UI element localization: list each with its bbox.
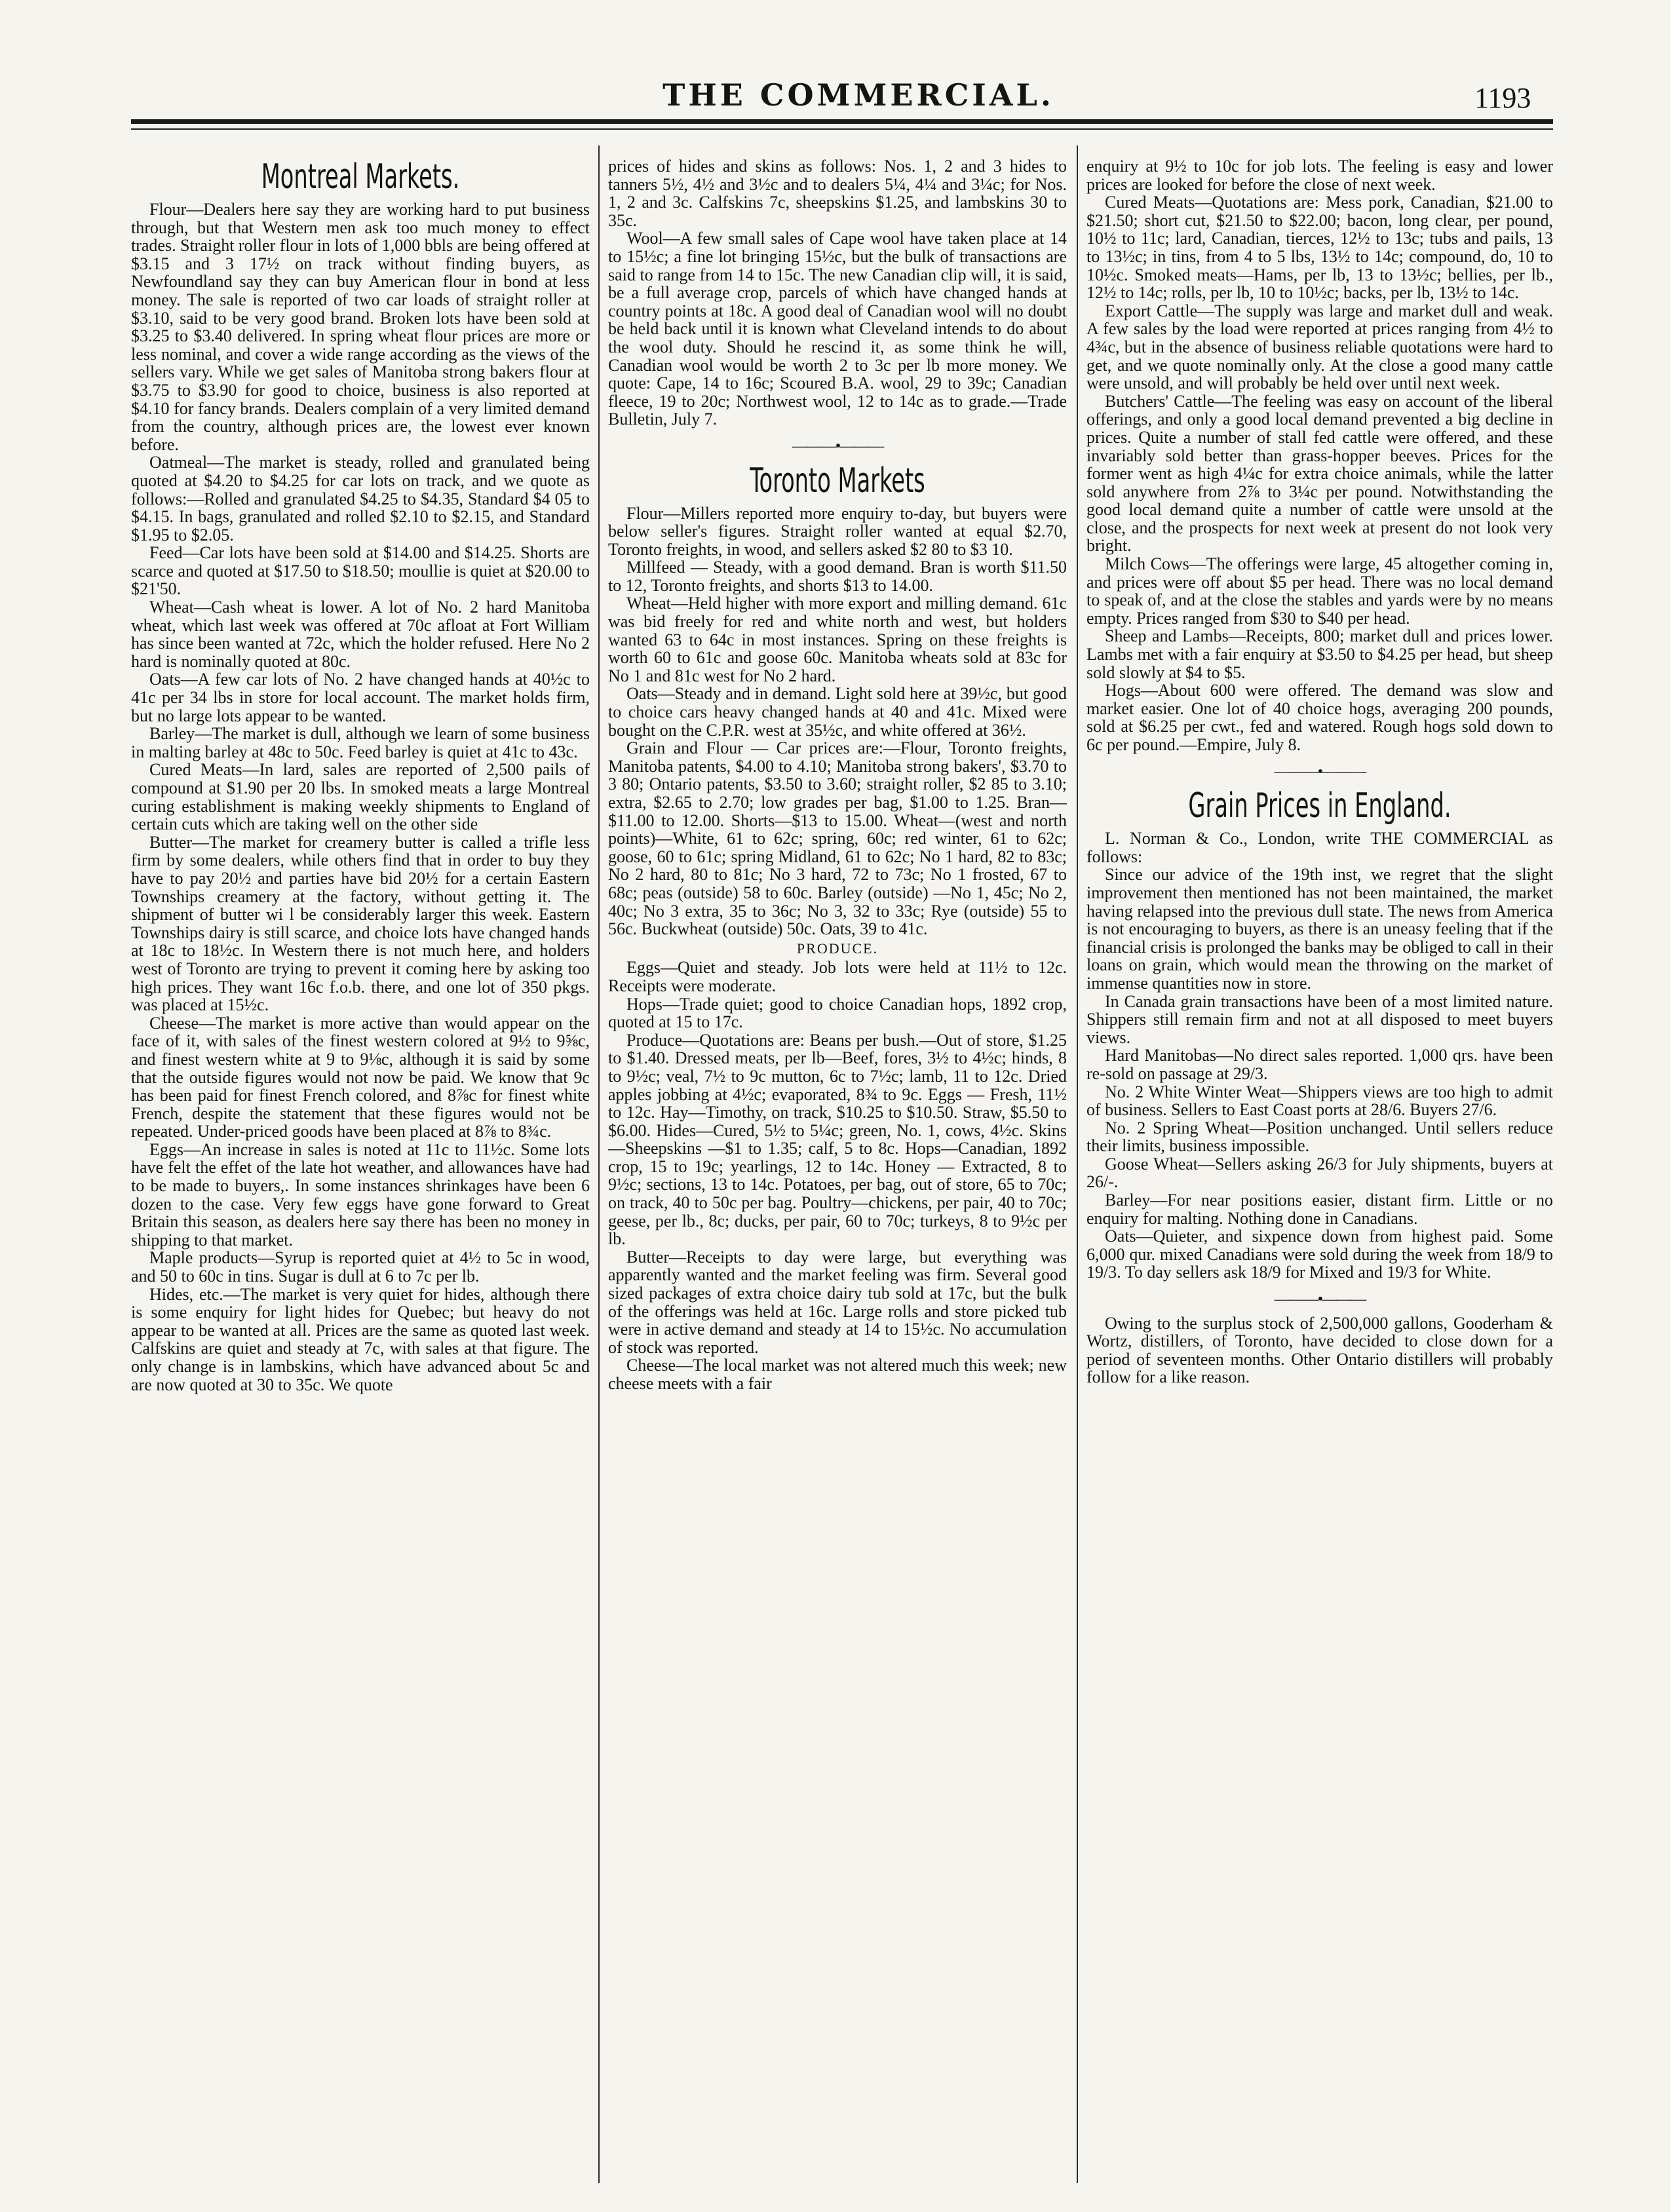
paragraph: Barley—For near positions easier, distant firm. Little or no enquiry for malting. Nothing done in Canadians. [1086,1191,1553,1228]
paragraph: Milch Cows—The offerings were large, 45 altogether coming in, and prices were off about $5 per head. There was no local demand to speak of, and at the close the stables and yards were by no means empty. Prices ranged from $30 to $40 per head. [1086,554,1553,628]
paragraph: Hogs—About 600 were offered. The demand was slow and market easier. One lot of 40 choice hogs, averaging 200 pounds, sold at $6.25 per cwt., fed and watered. Rough hogs sold down to 6c per pound.—Empire, July 8. [1086,681,1553,754]
paragraph: Wheat—Held higher with more export and milling demand. 61c was bid freely for red and white north and west, but holders wanted 63 to 64c in most instances. Spring on these freights is worth 60 to 61c and goose 60c. Manitoba wheats sold at 83c for No 1 and 81c west for No 2 hard. [608,594,1067,685]
column-divider [1077,145,1078,2183]
paragraph: Millfeed — Steady, with a good demand. Bran is worth $11.50 to 12, Toronto freights, and shorts $13 to 14.00. [608,558,1067,595]
paragraph: Eggs—An increase in sales is noted at 11c to 11½c. Some lots have felt the effet of the late hot weather, and allowances have had to be made to buyers,. In some instances shrinkages have been 6 dozen to the case. Very few eggs have gone forward to Great Britain this season, as dealers here say there has been no money in shipping to that market. [131,1139,590,1249]
column-1 [131,157,590,2182]
paragraph: Wheat—Cash wheat is lower. A lot of No. 2 hard Manitoba wheat, which last week was offered at 70c afloat at Fort William has since been wanted at 72c, which the holder refused. Here No 2 hard is nominally quoted at 80c. [131,598,590,671]
paragraph: Wool—A few small sales of Cape wool have taken place at 14 to 15½c; a fine lot bringing 15½c, but the bulk of transactions are said to range from 14 to 15c. The new Canadian clip will, it is said, be a full average crop, parcels of which have changed hands at country points at 18c. A good deal of Canadian wool will no doubt be held back until it is known what Cleveland intends to do about the wool duty. Should he rescind it, as some think he will, Canadian wool would be worth 2 to 3c per lb more money. We quote: Cape, 14 to 16c; Scoured B.A. wool, 29 to 39c; Canadian fleece, 19 to 20c; Northwest wool, 12 to 14c as to grade.—Trade Bulletin, July 7. [608,229,1067,429]
paragraph: Produce—Quotations are: Beans per bush.—Out of store, $1.25 to $1.40. Dressed meats, per lb—Beef, fores, 3½ to 4½c; hinds, 8 to 9½c; veal, 7½ to 9c mutton, 6c to 7½c; lamb, 11 to 12c. Dried apples jobbing at 4½c; evaporated, 8¾ to 9c. Eggs — Fresh, 11½ to 12c. Hay—Timothy, on track, $10.25 to $10.50. Straw, $5.50 to $6.00. Hides—Cured, 5½ to 5¼c; green, No. 1, cows, 4½c. Skins—Sheepskins —$1 to 1.35; calf, 5 to 8c. Hops—Canadian, 1892 crop, 15 to 19c; yearlings, 12 to 14c. Honey — Extracted, 8 to 9½c; sections, 13 to 14c. Potatoes, per bag, out of store, 65 to 70c; on track, 40 to 50c per bag. Poultry—chickens, per pair, 40 to 70c; geese, per lb., 8c; ducks, per pair, 60 to 70c; turkeys, 8 to 9½c per lb. [608,1030,1067,1249]
column-divider [598,145,600,2183]
paragraph: Butter—Receipts to day were large, but everything was apparently wanted and the market feeling was firm. Several good sized packages of extra choice dairy tub sold at 17c, but the bulk of the offerings was held at 16c. Large rolls and store picked tub were in active demand and steady at 14 to 15½c. No accumulation of stock was reported. [608,1247,1067,1357]
paragraph: Flour—Millers reported more enquiry to-day, but buyers were below seller's figures. Straight roller wanted at equal $2.70, Toronto freights, in wood, and sellers asked $2 80 to $3 10. [608,503,1067,559]
paragraph: Hard Manitobas—No direct sales reported. 1,000 qrs. have been re-sold on passage at 29/3. [1086,1046,1553,1083]
masthead [0,0,1671,147]
column-3 [1086,157,1553,2182]
section-divider: ———•——— [1274,763,1366,780]
paragraph: enquiry at 9½ to 10c for job lots. The feeling is easy and lower prices are looked for before the close of next week. [1086,157,1553,194]
paragraph: Feed—Car lots have been sold at $14.00 and $14.25. Shorts are scarce and quoted at $17.50 to $18.50; moullie is quiet at $20.00 to $21'50. [131,543,590,599]
closing-note: Owing to the surplus stock of 2,500,000 gallons, Gooderham & Wortz, distillers, of Toronto, have decided to close down for a period of seventeen months. Other Ontario distillers will probably follow for a like reason. [1086,1313,1553,1387]
newspaper-title: THE COMMERCIAL. [663,77,1054,113]
montreal-article [131,200,590,1394]
section-heading-montreal: Montreal Markets. [261,157,460,197]
paragraph: Oats—A few car lots of No. 2 have changed hands at 40½c to 41c per 34 lbs in store for local account. The market holds firm, but no large lots appear to be wanted. [131,670,590,725]
paragraph: In Canada grain transactions have been of a most limited nature. Shippers still remain firm and not at all disposed to meet buyers views. [1086,991,1553,1047]
section-heading-toronto: Toronto Markets [750,461,925,501]
paragraph: Oats—Steady and in demand. Light sold here at 39½c, but good to choice cars heavy changed hands at 40 and 41c. Mixed were bought on the C.P.R. west at 35½c, and white offered at 36½. [608,684,1067,740]
paragraph: Hops—Trade quiet; good to choice Canadian hops, 1892 crop, quoted at 15 to 17c. [608,994,1067,1032]
paragraph: L. Norman & Co., London, write THE COMMERCIAL as follows: [1086,829,1553,866]
paragraph: No. 2 White Winter Weat—Shippers views are too high to admit of business. Sellers to East Coast ports at 28/6. Buyers 27/6. [1086,1082,1553,1120]
paragraph: Butchers' Cattle—The feeling was easy on account of the liberal offerings, and only a good local demand prevented a big decline in prices. Quite a number of stall fed cattle were offered, and these invariably sold better than grass-hopper beeves. Prices for the former went as high 4¼c for extra choice animals, while the latter sold anywhere from 2⅞ to 3¼c per pound. Notwithstanding the good local demand quite a number of cattle were unsold at the close, and the prospects for next week at present do not look very bright. [1086,391,1553,556]
paragraph: Grain and Flour — Car prices are:—Flour, Toronto freights, Manitoba patents, $4.00 to 4.10; Manitoba strong bakers', $3.70 to 3 80; Ontario patents, $3.50 to 3.60; straight roller, $2 85 to 3.10; extra, $2.65 to 2.70; low grades per bag, $1.00 to 1.25. Bran—$11.00 to 12.00. Shorts—$13 to 15.00. Wheat—(west and north points)—White, 61 to 62c; spring, 60c; red winter, 61 to 62c; goose, 60 to 61c; spring Midland, 61 to 62c; No 1 hard, 82 to 83c; No 2 hard, 80 to 81c; No 3 hard, 72 to 73c; No 1 frosted, 67 to 68c; peas (outside) 58 to 60c. Barley (outside) —No 1, 45c; No 2, 40c; No 3 extra, 35 to 36c; No 3, 32 to 33c; Rye (outside) 55 to 56c. Buckwheat (outside) 50c. Oats, 39 to 41c. [608,738,1067,939]
paragraph: Cured Meats—In lard, sales are reported of 2,500 pails of compound at $1.90 per 20 lbs. In smoked meats a large Montreal curing establishment is making weekly shipments to England of certain cuts which are taking well on the other side [131,760,590,834]
paragraph: Sheep and Lambs—Receipts, 800; market dull and prices lower. Lambs met with a fair enquiry at $3.50 to $4.25 per head, but sheep sold slowly at $4 to $5. [1086,626,1553,682]
section-divider: ———•——— [1274,1291,1366,1308]
paragraph: Hides, etc.—The market is very quiet for hides, although there is some enquiry for light hides for Quebec; but heavy do not appear to be wanted at all. Prices are the same as quoted last week. Calfskins are quiet and steady at 7c, with sales at that figure. The only change is in lambskins, which have advanced about 5c and are now quoted at 30 to 35c. We quote [131,1284,590,1394]
header-rule [131,119,1553,124]
section-divider: ———•——— [792,437,883,455]
header-rule-thin [131,128,1553,130]
paragraph: Oats—Quieter, and sixpence down from highest paid. Some 6,000 qur. mixed Canadians were sold during the week from 18/9 to 19/3. To day sellers ask 18/9 for Mixed and 19/3 for White. [1086,1227,1553,1282]
paragraph: Cheese—The market is more active than would appear on the face of it, with sales of the finest western colored at 9½ to 9⅝c, and finest western white at 9 to 9⅛c, although it is said by some that the outside figures would not now be paid. We know that 9c has been paid for finest French colored, and 8⅞c for finest white French, despite the statement that these figures would not be repeated. Under-priced goods have been placed at 8⅞ to 8¾c. [131,1013,590,1141]
column-2 [608,157,1067,2182]
page-number: 1193 [1474,82,1531,114]
paragraph: Eggs—Quiet and steady. Job lots were held at 11½ to 12c. Receipts were moderate. [608,958,1067,995]
paragraph: Since our advice of the 19th inst, we regret that the slight improvement then mentioned has not been maintained, the market having relapsed into the previous dull state. The news from America is not encouraging to buyers, as there is an uneasy feeling that if the financial crisis is prolonged the banks may be obliged to call in their loans on grain, which would mean the throwing on the market of immense quantities now in store. [1086,865,1553,993]
paragraph: Butter—The market for creamery butter is called a trifle less firm by some dealers, while others find that in order to buy they have to pay 20½ and parties have bid 20½ for a certain Eastern Townships creamery at the factory, without getting it. The shipment of butter wi l be considerably larger this week. Eastern Townships dairy is still scarce, and choice lots have changed hands at 18c to 18½c. In Western there is not much here, and holders west of Toronto are trying to prevent it coming here by asking too high prices. They want 16c f.o.b. there, and one lot of 350 pkgs. was placed at 15½c. [131,832,590,1015]
paragraph: Cured Meats—Quotations are: Mess pork, Canadian, $21.00 to $21.50; short cut, $21.50 to $22.00; bacon, long clear, per pound, 10½ to 11c; lard, Canadian, tierces, 12½ to 13c; tubs and pails, 13 to 13½c; in tins, from 4 to 5 lbs, 13½ to 14c; compound, do, 10 to 10½c. Smoked meats—Hams, per lb, 13 to 13½c; bellies, per lb., 12½ to 14c; rolls, per lb, 10 to 10½c; backs, per lb, 13½ to 14c. [1086,193,1553,303]
section-heading-england: Grain Prices in England. [1188,786,1451,826]
paragraph: Goose Wheat—Sellers asking 26/3 for July shipments, buyers at 26/-. [1086,1154,1553,1192]
paragraph: Flour—Dealers here say they are working hard to put business through, but that Western men ask too much money to effect trades. Straight roller flour in lots of 1,000 bbls are being offered at $3.15 and 3 17½ on track without finding buyers, as Newfoundland say they can buy American flour in bond at less money. The sale is reported of two car loads of straight roller at $3.10, said to be very good brand. Broken lots have been sold at $3.25 to $3.40 delivered. In spring wheat flour prices are more or less nominal, and cover a wide range according as the views of the sellers vary. While we get sales of Manitoba strong bakers flour at $3.75 to $3.90 for good to choice, business is also reported at $4.10 for fancy brands. Dealers complain of a very limited demand from the country, although prices are, the lowest ever known before. [131,200,590,454]
paragraph: prices of hides and skins as follows: Nos. 1, 2 and 3 hides to tanners 5½, 4½ and 3½c and to dealers 5¼, 4¼ and 3¼c; for Nos. 1, 2 and 3c. Calfskins 7c, sheepskins $1.25, and lambskins 30 to 35c. [608,157,1067,230]
paragraph: Oatmeal—The market is steady, rolled and granulated being quoted at $4.20 to $4.25 for car lots on track, and we quote as follows:—Rolled and granulated $4.25 to $4.35, Standard $4 05 to $4.15. In bags, granulated and rolled $2.10 to $2.15, and Standard $1.95 to $2.05. [131,453,590,544]
paragraph: Export Cattle—The supply was large and market dull and weak. A few sales by the load were reported at prices ranging from 4½ to 4¾c, but in the absence of business reliable quotations were hard to get, and we quote nominally only. At the close a good many cattle were unsold, and will probably be held over until next week. [1086,301,1553,393]
paragraph: Barley—The market is dull, although we learn of some business in malting barley at 48c to 50c. Feed barley is quiet at 41c to 43c. [131,724,590,761]
paragraph: No. 2 Spring Wheat—Position unchanged. Until sellers reduce their limits, business impossible. [1086,1118,1553,1156]
paragraph: Cheese—The local market was not altered much this week; new cheese meets with a fair [608,1356,1067,1393]
paragraph: Maple products—Syrup is reported quiet at 4½ to 5c in wood, and 50 to 60c in tins. Sugar is dull at 6 to 7c per lb. [131,1248,590,1286]
produce-subheading: PRODUCE. [796,940,879,957]
